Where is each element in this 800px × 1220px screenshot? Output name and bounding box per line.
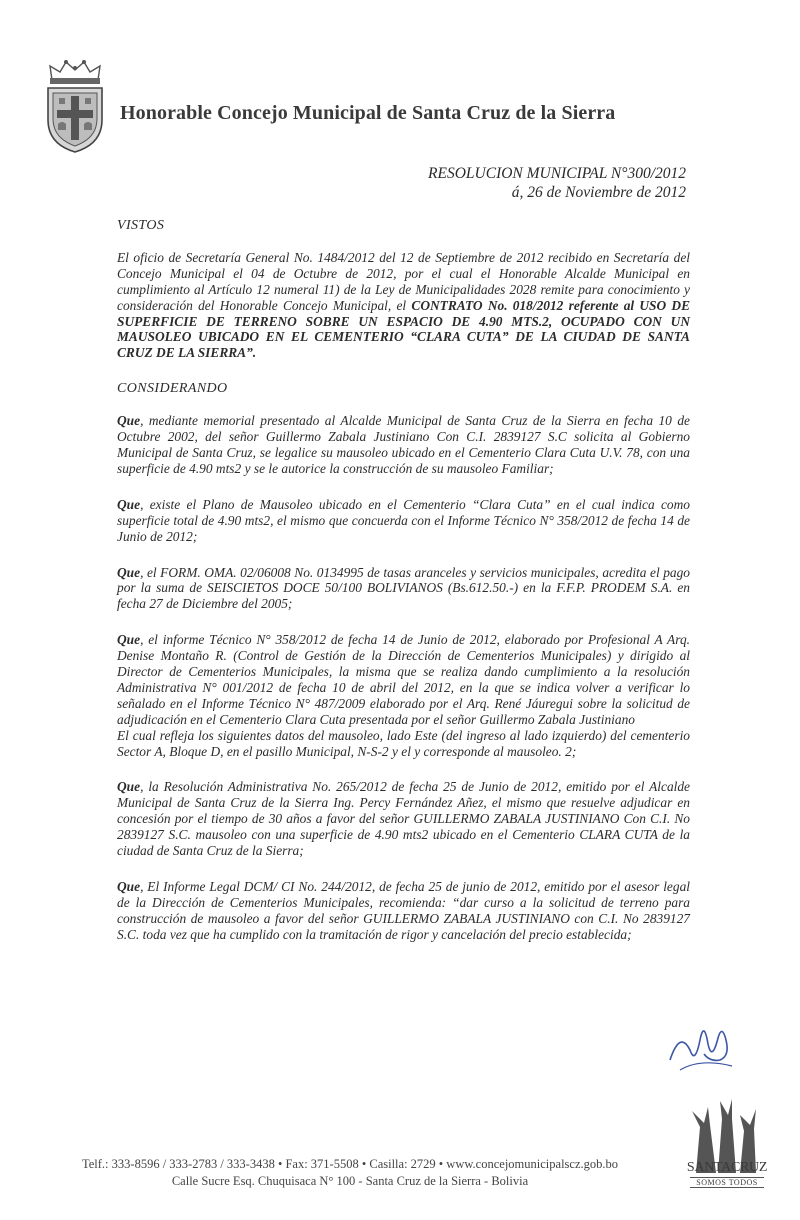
- signature-icon: [660, 1010, 740, 1080]
- document-body: [117, 218, 690, 958]
- footer-contact: Telf.: 333-8596 / 333-2783 / 333-3438 • Fax: 371-5508 • Casilla: 2729 • www.concejomunicipalscz.gob.bo: [81, 1157, 619, 1171]
- considerando-paragraph: Que, la Resolución Administrativa No. 265/2012 de fecha 25 de Junio de 2012, emitido por el Alcalde Municipal de Santa Cruz de la Sierra Ing. Percy Fernández Añez, el mismo que resuelve adjudicar en concesión por el tiempo de 30 años a favor del señor GUILLERMO ZABALA JUSTINIANO Con C.I. No 2839127 S.C. mausoleo con una superficie de 4.90 mts2 ubicado en el Cementerio CLARA CUTA de la ciudad de Santa Cruz de la Sierra;: [117, 779, 690, 859]
- vistos-paragraph: [117, 250, 690, 361]
- vistos-contract-text: CONTRATO No. 018/2012 referente al USO DE SUPERFICIE DE TERRENO SOBRE UN ESPACIO DE 4.90 MTS.2, OCUPADO CON UN MAUSOLEO UBICADO EN EL CEMENTERIO “CLARA CUTA” DE LA CIUDAD DE SANTA CRUZ DE LA SIERRA”.: [117, 297, 690, 361]
- logo-wordmark: SANTACRUZ: [686, 1160, 768, 1175]
- resolution-header: [428, 164, 686, 202]
- considerando-heading: CONSIDERANDO: [117, 381, 228, 397]
- vistos-heading: VISTOS: [117, 218, 165, 233]
- considerando-paragraph: Que, mediante memorial presentado al Alcalde Municipal de Santa Cruz de la Sierra en fecha 10 de Octubre 2002, del señor Guillermo Zabala Justiniano Con C.I. 2839127 S.C solicita al Gobierno Municipal de Santa Cruz, se legalice su mausoleo ubicado en el Cementerio Clara Cuta U.V. 78, con una superficie de 4.90 mts2 y se le autorice la construcción de su mausoleo Familiar;: [117, 413, 690, 476]
- considerando-paragraph: Que, existe el Plano de Mausoleo ubicado en el Cementerio “Clara Cuta” en el cual indica como superficie total de 4.90 mts2, el mismo que concuerda con el Informe Técnico N° 358/2012 de fecha 14 de Junio de 2012;: [117, 496, 690, 544]
- logo-tagline: SOMOS TODOS: [690, 1177, 764, 1188]
- considerando-paragraph: Que, El Informe Legal DCM/ CI No. 244/2012, de fecha 25 de junio de 2012, emitido por el asesor legal de la Dirección de Cementerios Municipales, recomienda: “dar curso a la solicitud de terreno para construcción de mausoleo a favor del señor GUILLERMO ZABALA JUSTINIANO con C.I. No 2839127 S.C. toda vez que ha cumplido con la tramitación de rigor y cancelación del precio establecida;: [117, 879, 690, 942]
- considerando-paragraph: Que, el FORM. OMA. 02/06008 No. 0134995 de tasas aranceles y servicios municipales, acredita el pago por la suma de SEISCIETOS DOCE 50/100 BOLIVIANOS (Bs.612.50.-) en la F.F.P. PRODEM S.A. en fecha 27 de Diciembre del 2005;: [117, 564, 690, 612]
- footer: [30, 1156, 670, 1190]
- organization-title: Honorable Concejo Municipal de Santa Cruz de la Sierra: [120, 102, 616, 124]
- vistos-text: El oficio de Secretaría General No. 1484/2012 del 12 de Septiembre de 2012 recibido en Secretaría del Concejo Municipal el 04 de Octubre de 2012, por el cual el Honorable Alcalde Municipal en cumplimiento al Artículo 12 numeral 11) de la Ley de Municipalidades 2028 remite para conocimiento y consideración del Honorable Concejo Municipal, el: [117, 249, 690, 313]
- resolution-date: á, 26 de Noviembre de 2012: [511, 184, 686, 201]
- considerando-paragraph: Que, el informe Técnico N° 358/2012 de fecha 14 de Junio de 2012, elaborado por Profesional A Arq. Denise Montaño R. (Control de Gestión de la Dirección de Cementerios Municipales) y dirigido al Director de Cementerios Municipales, la misma que se realiza dando cumplimiento a la resolución Administrativa N° 001/2012 de fecha 10 de abril del 2012, en la que se indica volver a verificar lo señalado en el Informe Técnico N° 487/2009 elaborado por el Arq. René Jáuregui sobre la solicitud de adjudicación en el Cementerio Clara Cuta presentada por el señor Guillermo Zabala Justiniano El cual refleja los siguientes datos del mausoleo, lado Este (del ingreso al lado izquierdo) del cementerio Sector A, Bloque D, en el pasillo Municipal, N-S-2 y el y corresponde al mausoleo. 2;: [117, 632, 690, 759]
- mausoleo-details: El cual refleja los siguientes datos del mausoleo, lado Este (del ingreso al lado izquierdo) del cementerio Sector A, Bloque D, en el pasillo Municipal, N-S-2 y el y corresponde al mausoleo. 2;: [117, 727, 690, 759]
- resolution-number: RESOLUCION MUNICIPAL N°300/2012: [428, 165, 686, 182]
- coat-of-arms-icon: [44, 58, 106, 154]
- footer-address: Calle Sucre Esq. Chuquisaca N° 100 - Santa Cruz de la Sierra - Bolivia: [171, 1174, 529, 1188]
